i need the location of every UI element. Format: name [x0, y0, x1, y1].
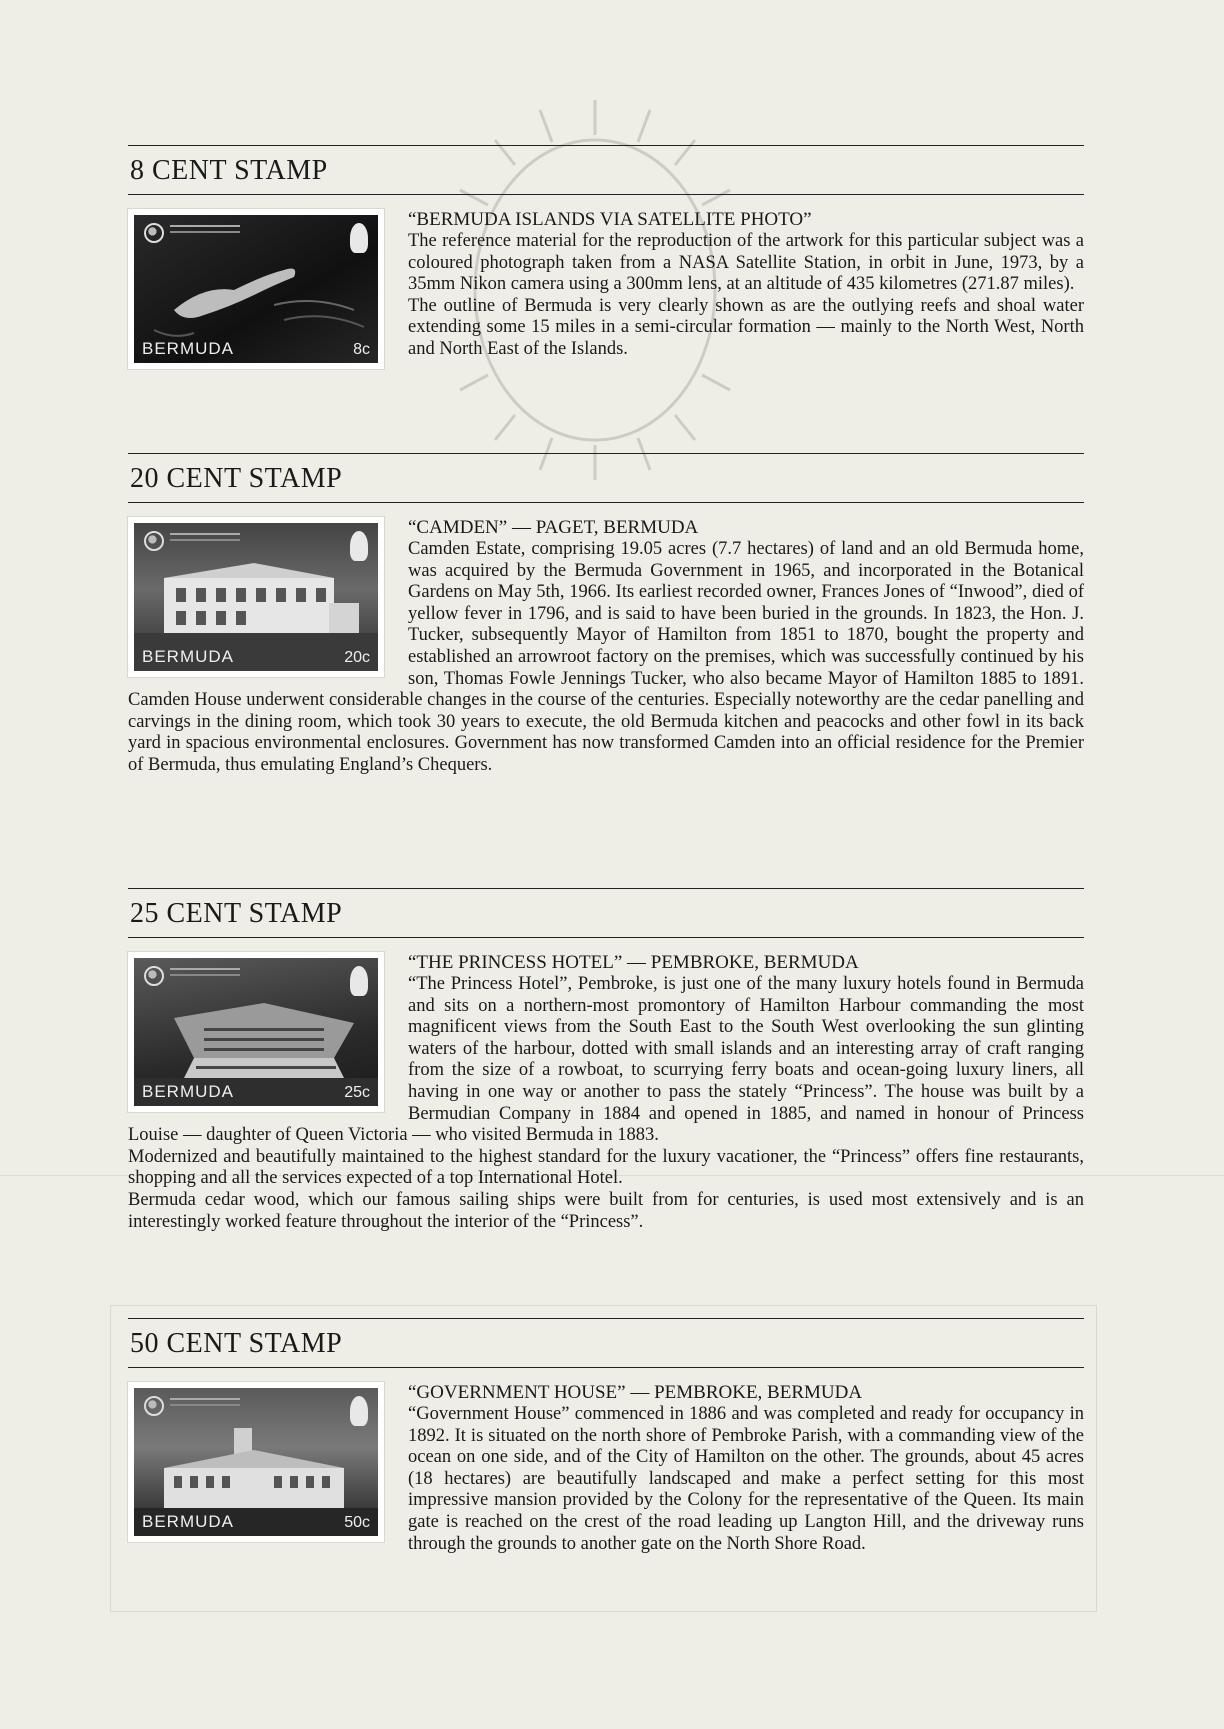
section-8-cent [128, 145, 1084, 377]
stamp-subtitle: “GOVERNMENT HOUSE” — PEMBROKE, BERMUDA [408, 1382, 863, 1403]
paragraph: Camden Estate, comprising 19.05 acres (7.7 hectares) of land and an old Bermuda home, was acquired by the Bermuda Government in 1965, and incorporated in the Botanical Gardens on May 5th, 1966. Its earliest recorded owner, Frances Jones of “Inwood”, died of yellow fever in 1796, and is said to have been buried in the grounds. In 1823, the Hon. J. Tucker, subsequently Mayor of Hamilton from 1851 to 1870, bought the property and established an arrowroot factory on the premises, which was successfully continued by his son, Thomas Fowle Jennings Tucker, who also became Mayor of Hamilton 1885 to 1891. Camden House underwent considerable changes in the course of the centuries. Especially noteworthy are the cedar panelling and carvings in the dining room, which took 30 years to execute, the old Bermuda kitchen and peacocks and other fowl in its back yard in spacious environmental enclosures. Government has now transformed Camden into an official residence for the Premier of Bermuda, thus emulating England’s Chequers. [128, 539, 1084, 775]
paragraph: “Government House” commenced in 1886 and was completed and ready for occupancy in 1892. It is situated on the north shore of Pembroke Parish, with a commanding view of the ocean on one side, and of the City of Hamilton on the other. The grounds, about 45 acres (18 hectares) are beautifully landscaped and make a perfect setting for this most impressive mansion provided by the Colony for the representative of the Queen. Its main gate is reached on the crest of the road leading up Langton Hill, and the driveway runs through the grounds to another gate on the North Shore Road. [408, 1404, 1084, 1554]
conference-logo-icon [144, 223, 164, 243]
queen-silhouette-icon [350, 531, 368, 561]
section-heading: 8 CENT STAMP [130, 155, 328, 186]
section-body [128, 952, 1084, 1233]
stamp-country: BERMUDA [142, 647, 235, 666]
paragraph: “The Princess Hotel”, Pembroke, is just one of the many luxury hotels found in Bermuda and sits on a northern-most promontory of Hamilton Harbour commanding the most magnificent views from the South East to the South West overlooking the sun glinting waters of the harbour, dotted with small islands and an interesting array of craft ranging from the size of a rowboat, to scurrying ferry boats and ocean-going luxury liners, all having in one way or another to pass the stately “Princess”. The house was built by a Bermudian Company in 1884 and opened in 1885, and named in honour of Princess Louise — daughter of Queen Victoria — who visited Bermuda in 1883. [128, 974, 1084, 1146]
section-20-cent [128, 453, 1084, 777]
stamp-value: 50c [344, 1514, 370, 1531]
section-body [128, 517, 1084, 777]
section-heading: 50 CENT STAMP [130, 1328, 343, 1359]
stamp-value: 25c [344, 1084, 370, 1101]
section-heading: 20 CENT STAMP [130, 463, 343, 494]
stamp-image-25c [128, 952, 384, 1112]
conference-logo-icon [144, 1396, 164, 1416]
queen-silhouette-icon [350, 223, 368, 253]
conference-logo-icon [144, 531, 164, 551]
conference-logo-icon [144, 966, 164, 986]
paragraph: The reference material for the reproduction of the artwork for this particular subject was a coloured photograph taken from a NASA Satellite Station, in orbit in June, 1973, by a 35mm Nikon camera using a 300mm lens, at an altitude of 435 kilometres (271.87 miles). [408, 231, 1084, 295]
stamp-subtitle: “CAMDEN” — PAGET, BERMUDA [408, 517, 699, 538]
stamp-country: BERMUDA [142, 1512, 235, 1531]
stamp-image-50c [128, 1382, 384, 1542]
section-heading: 25 CENT STAMP [130, 898, 343, 929]
queen-silhouette-icon [350, 966, 368, 996]
rule-bottom [128, 194, 1084, 195]
queen-silhouette-icon [350, 1396, 368, 1426]
paragraph: The outline of Bermuda is very clearly shown as are the outlying reefs and shoal water extending some 15 miles in a semi-circular formation — mainly to the North West, North and North East of the Islands. [408, 295, 1084, 359]
stamp-value: 8c [353, 341, 370, 358]
stamp-caption-lines [170, 533, 240, 541]
rule-bottom [128, 1367, 1084, 1368]
stamp-caption-lines [170, 968, 240, 976]
paragraph: Modernized and beautifully maintained to the highest standard for the luxury vacationer, the “Princess” offers fine restaurants, shopping and all the services expected of a top International Hotel. [128, 1146, 1084, 1189]
rule-bottom [128, 937, 1084, 938]
stamp-value: 20c [344, 649, 370, 666]
stamp-caption-lines [170, 1398, 240, 1406]
stamp-image-20c [128, 517, 384, 677]
section-body [128, 209, 1084, 377]
stamp-country: BERMUDA [142, 339, 235, 358]
section-25-cent [128, 888, 1084, 1233]
rule-bottom [128, 502, 1084, 503]
stamp-subtitle: “BERMUDA ISLANDS VIA SATELLITE PHOTO” [408, 209, 812, 230]
stamp-image-8c [128, 209, 384, 369]
stamp-subtitle: “THE PRINCESS HOTEL” — PEMBROKE, BERMUDA [408, 952, 859, 973]
section-50-cent [128, 1318, 1084, 1555]
stamp-caption-lines [170, 225, 240, 233]
section-body [128, 1382, 1084, 1555]
paragraph: Bermuda cedar wood, which our famous sailing ships were built from for centuries, is used most extensively and is an interestingly worked feature throughout the interior of the “Princess”. [128, 1189, 1084, 1232]
stamp-country: BERMUDA [142, 1082, 235, 1101]
